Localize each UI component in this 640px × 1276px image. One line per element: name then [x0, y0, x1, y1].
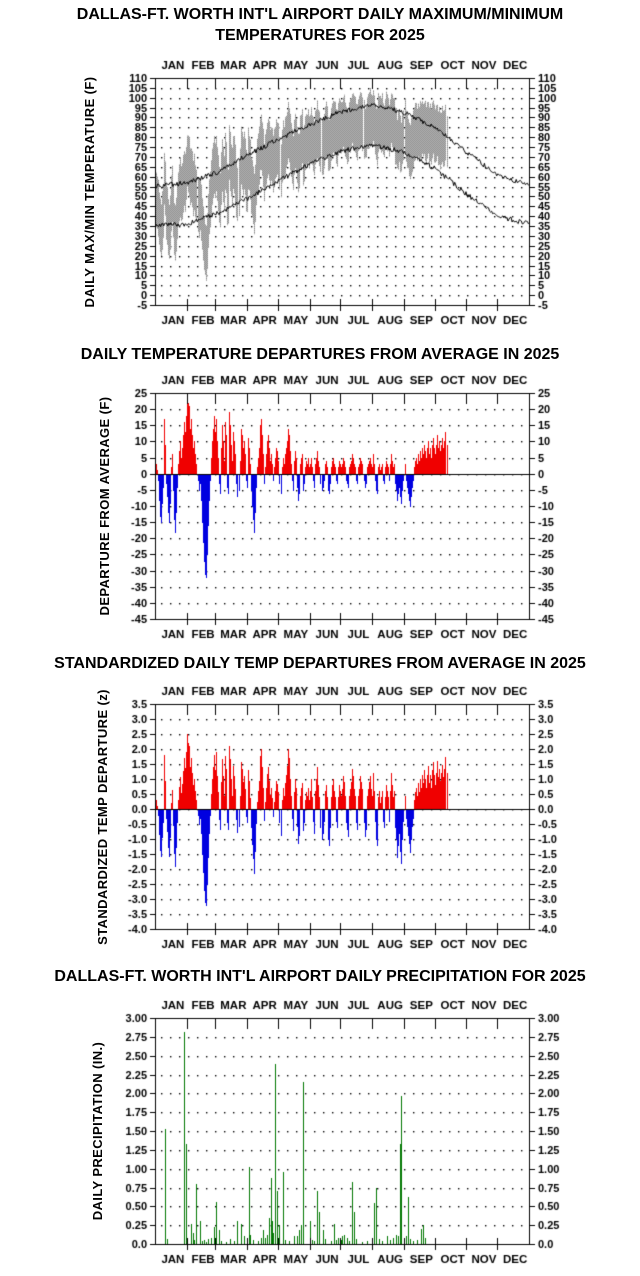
- chart4-title: DALLAS-FT. WORTH INT'L AIRPORT DAILY PRECIPITATION FOR 2025: [54, 968, 586, 985]
- chart3-title: STANDARDIZED DAILY TEMP DEPARTURES FROM AVERAGE IN 2025: [54, 655, 586, 672]
- chart1-title-line2: TEMPERATURES FOR 2025: [215, 27, 425, 44]
- standardized-departure-chart-canvas: [0, 678, 640, 954]
- temperature-departure-chart-canvas: [0, 368, 640, 646]
- precipitation-chart-canvas: [0, 992, 640, 1276]
- chart1-title-line1: DALLAS-FT. WORTH INT'L AIRPORT DAILY MAXIMUM/MINIMUM: [76, 6, 564, 23]
- chart2-title: DAILY TEMPERATURE DEPARTURES FROM AVERAGE IN 2025: [80, 346, 560, 363]
- max-min-temperature-chart-canvas: [0, 48, 640, 338]
